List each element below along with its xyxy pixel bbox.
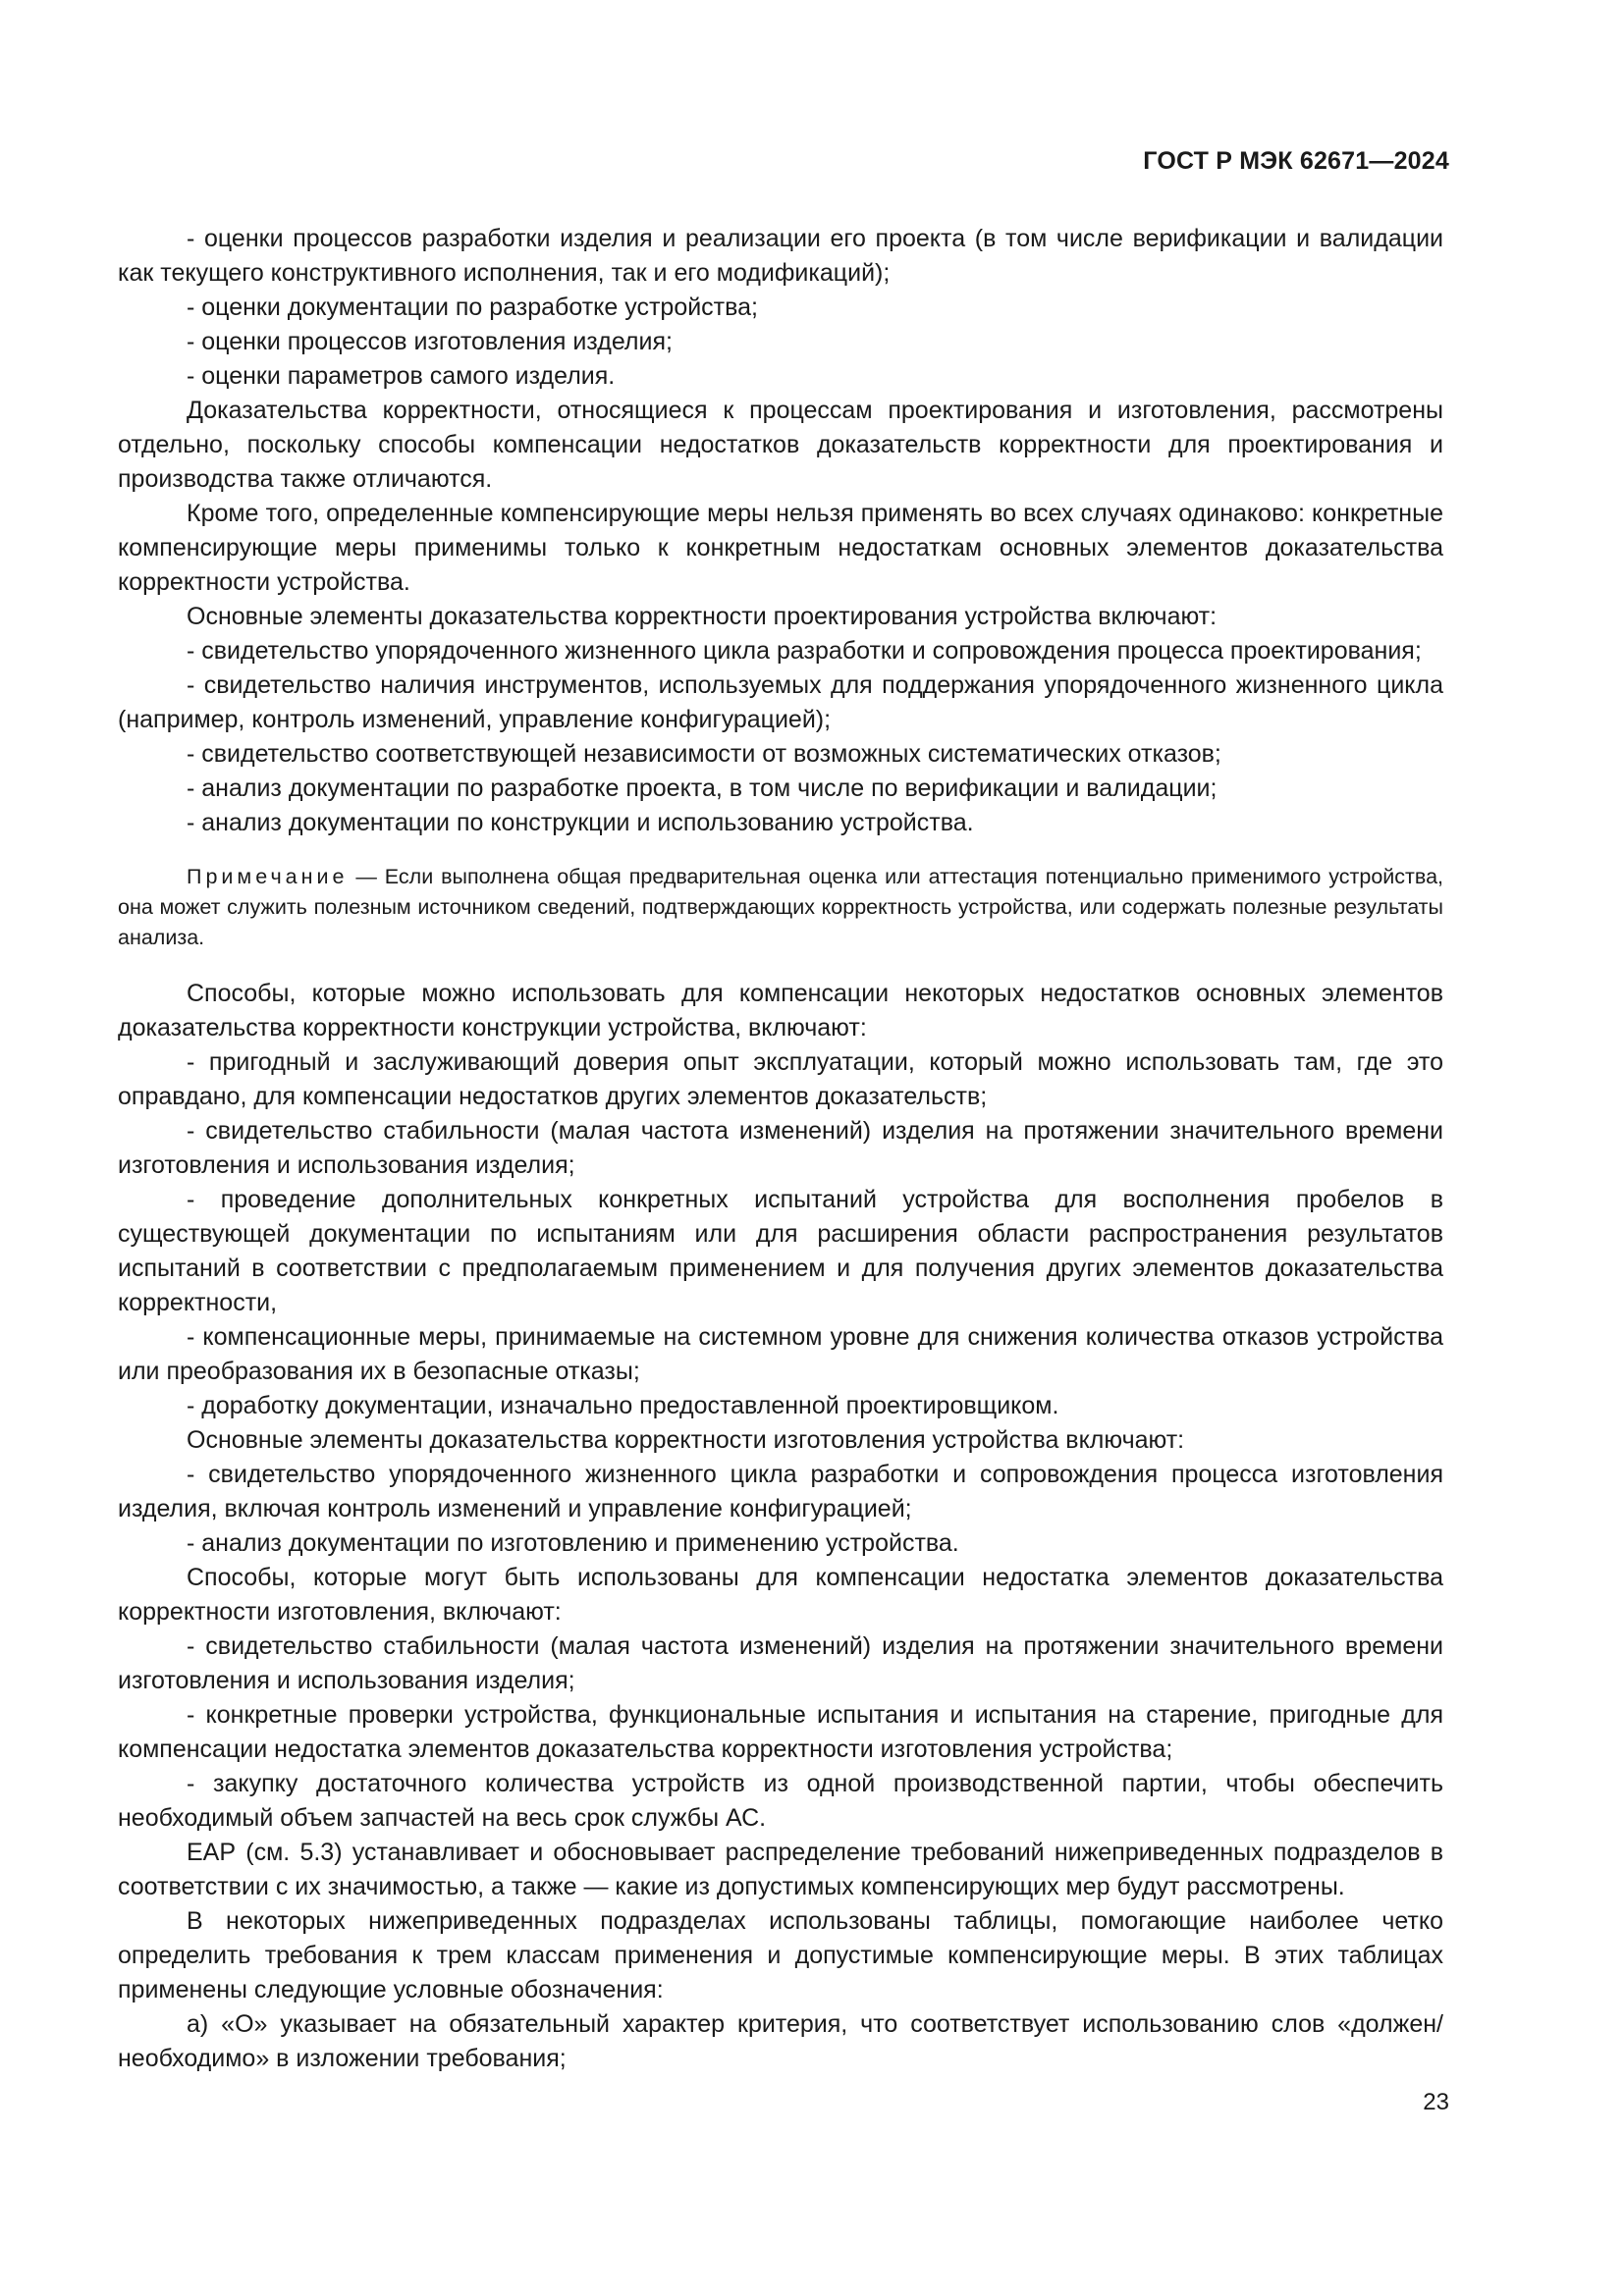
paragraph: - свидетельство стабильности (малая частота изменений) изделия на протяжении значительного времени изготовления и использования изделия; — [118, 1117, 1443, 1179]
paragraph: - оценки процессов изготовления изделия; — [187, 328, 673, 355]
paragraph: В некоторых нижеприведенных подразделах использованы таблицы, помогающие наиболее четко определить требования к трем классам применения и допустимые компенсирующие меры. В этих таблицах применены следующие условные обозначения: — [118, 1907, 1443, 2003]
paragraph: - доработку документации, изначально предоставленной проектировщиком. — [187, 1392, 1059, 1419]
page-number: 23 — [1423, 2089, 1449, 2115]
note-text: — Если выполнена общая предварительная оценка или аттестация потенциально применимого устройства, она может служить полезным источником сведений, подтверждающих корректность устройства, или содержать полезные результаты анализа. — [118, 865, 1443, 949]
note-paragraph — [118, 862, 1443, 953]
paragraph: - пригодный и заслуживающий доверия опыт эксплуатации, который можно использовать там, где это оправдано, для компенсации недостатков других элементов доказательств; — [118, 1048, 1443, 1110]
paragraph: Основные элементы доказательства корректности изготовления устройства включают: — [187, 1426, 1185, 1454]
paragraph: Способы, которые можно использовать для компенсации некоторых недостатков основных элементов доказательства корректности конструкции устройства, включают: — [118, 980, 1443, 1041]
note-label: Примечание — [187, 865, 349, 888]
paragraph: - анализ документации по разработке проекта, в том числе по верификации и валидации; — [187, 774, 1218, 802]
paragraph: Способы, которые могут быть использованы для компенсации недостатка элементов доказательства корректности изготовления, включают: — [118, 1564, 1443, 1626]
paragraph: - свидетельство упорядоченного жизненного цикла разработки и сопровождения процесса проектирования; — [187, 637, 1422, 665]
standard-id-header: ГОСТ Р МЭК 62671—2024 — [1143, 147, 1449, 175]
paragraph: - закупку достаточного количества устройств из одной производственной партии, чтобы обеспечить необходимый объем запчастей на весь срок службы АС. — [118, 1770, 1443, 1832]
paragraph: - оценки документации по разработке устройства; — [187, 294, 758, 321]
paragraph: - анализ документации по конструкции и использованию устройства. — [187, 809, 974, 836]
paragraph: Кроме того, определенные компенсирующие меры нельзя применять во всех случаях одинаково: конкретные компенсирующие меры применимы только к конкретным недостаткам основных элементов доказательства корректности устройства. — [118, 500, 1443, 596]
paragraph: - свидетельство стабильности (малая частота изменений) изделия на протяжении значительного времени изготовления и использования изделия; — [118, 1632, 1443, 1694]
paragraph: ЕАР (см. 5.3) устанавливает и обосновывает распределение требований нижеприведенных подразделов в соответствии с их значимостью, а также — какие из допустимых компенсирующих мер будут рассмотрены. — [118, 1839, 1443, 1900]
paragraph: - конкретные проверки устройства, функциональные испытания и испытания на старение, пригодные для компенсации недостатка элементов доказательства корректности изготовления устройства; — [118, 1701, 1443, 1763]
paragraph: - оценки процессов разработки изделия и реализации его проекта (в том числе верификации и валидации как текущего конструктивного исполнения, так и его модификаций); — [118, 225, 1443, 287]
paragraph: - компенсационные меры, принимаемые на системном уровне для снижения количества отказов устройства или преобразования их в безопасные отказы; — [118, 1323, 1443, 1385]
document-body — [118, 222, 1443, 2076]
paragraph: - свидетельство упорядоченного жизненного цикла разработки и сопровождения процесса изготовления изделия, включая контроль изменений и управление конфигурацией; — [118, 1461, 1443, 1522]
paragraph: - проведение дополнительных конкретных испытаний устройства для восполнения пробелов в существующей документации по испытаниям или для расширения области распространения результатов испытаний в соответствии с предполагаемым применением и для получения других элементов доказательства корректности, — [118, 1186, 1443, 1316]
paragraph: Доказательства корректности, относящиеся к процессам проектирования и изготовления, рассмотрены отдельно, поскольку способы компенсации недостатков доказательств корректности для проектирования и производства также отличаются. — [118, 397, 1443, 493]
paragraph: Основные элементы доказательства корректности проектирования устройства включают: — [187, 603, 1218, 630]
text-block-top — [118, 222, 1443, 840]
paragraph: - анализ документации по изготовлению и применению устройства. — [187, 1529, 959, 1557]
paragraph: - свидетельство наличия инструментов, используемых для поддержания упорядоченного жизненного цикла (например, контроль изменений, управление конфигурацией); — [118, 671, 1443, 733]
paragraph: - свидетельство соответствующей независимости от возможных систематических отказов; — [187, 740, 1221, 768]
paragraph: а) «О» указывает на обязательный характер критерия, что соответствует использованию слов «должен/необходимо» в изложении требования; — [118, 2010, 1443, 2072]
paragraph: - оценки параметров самого изделия. — [187, 362, 616, 390]
text-block-bottom — [118, 977, 1443, 2076]
